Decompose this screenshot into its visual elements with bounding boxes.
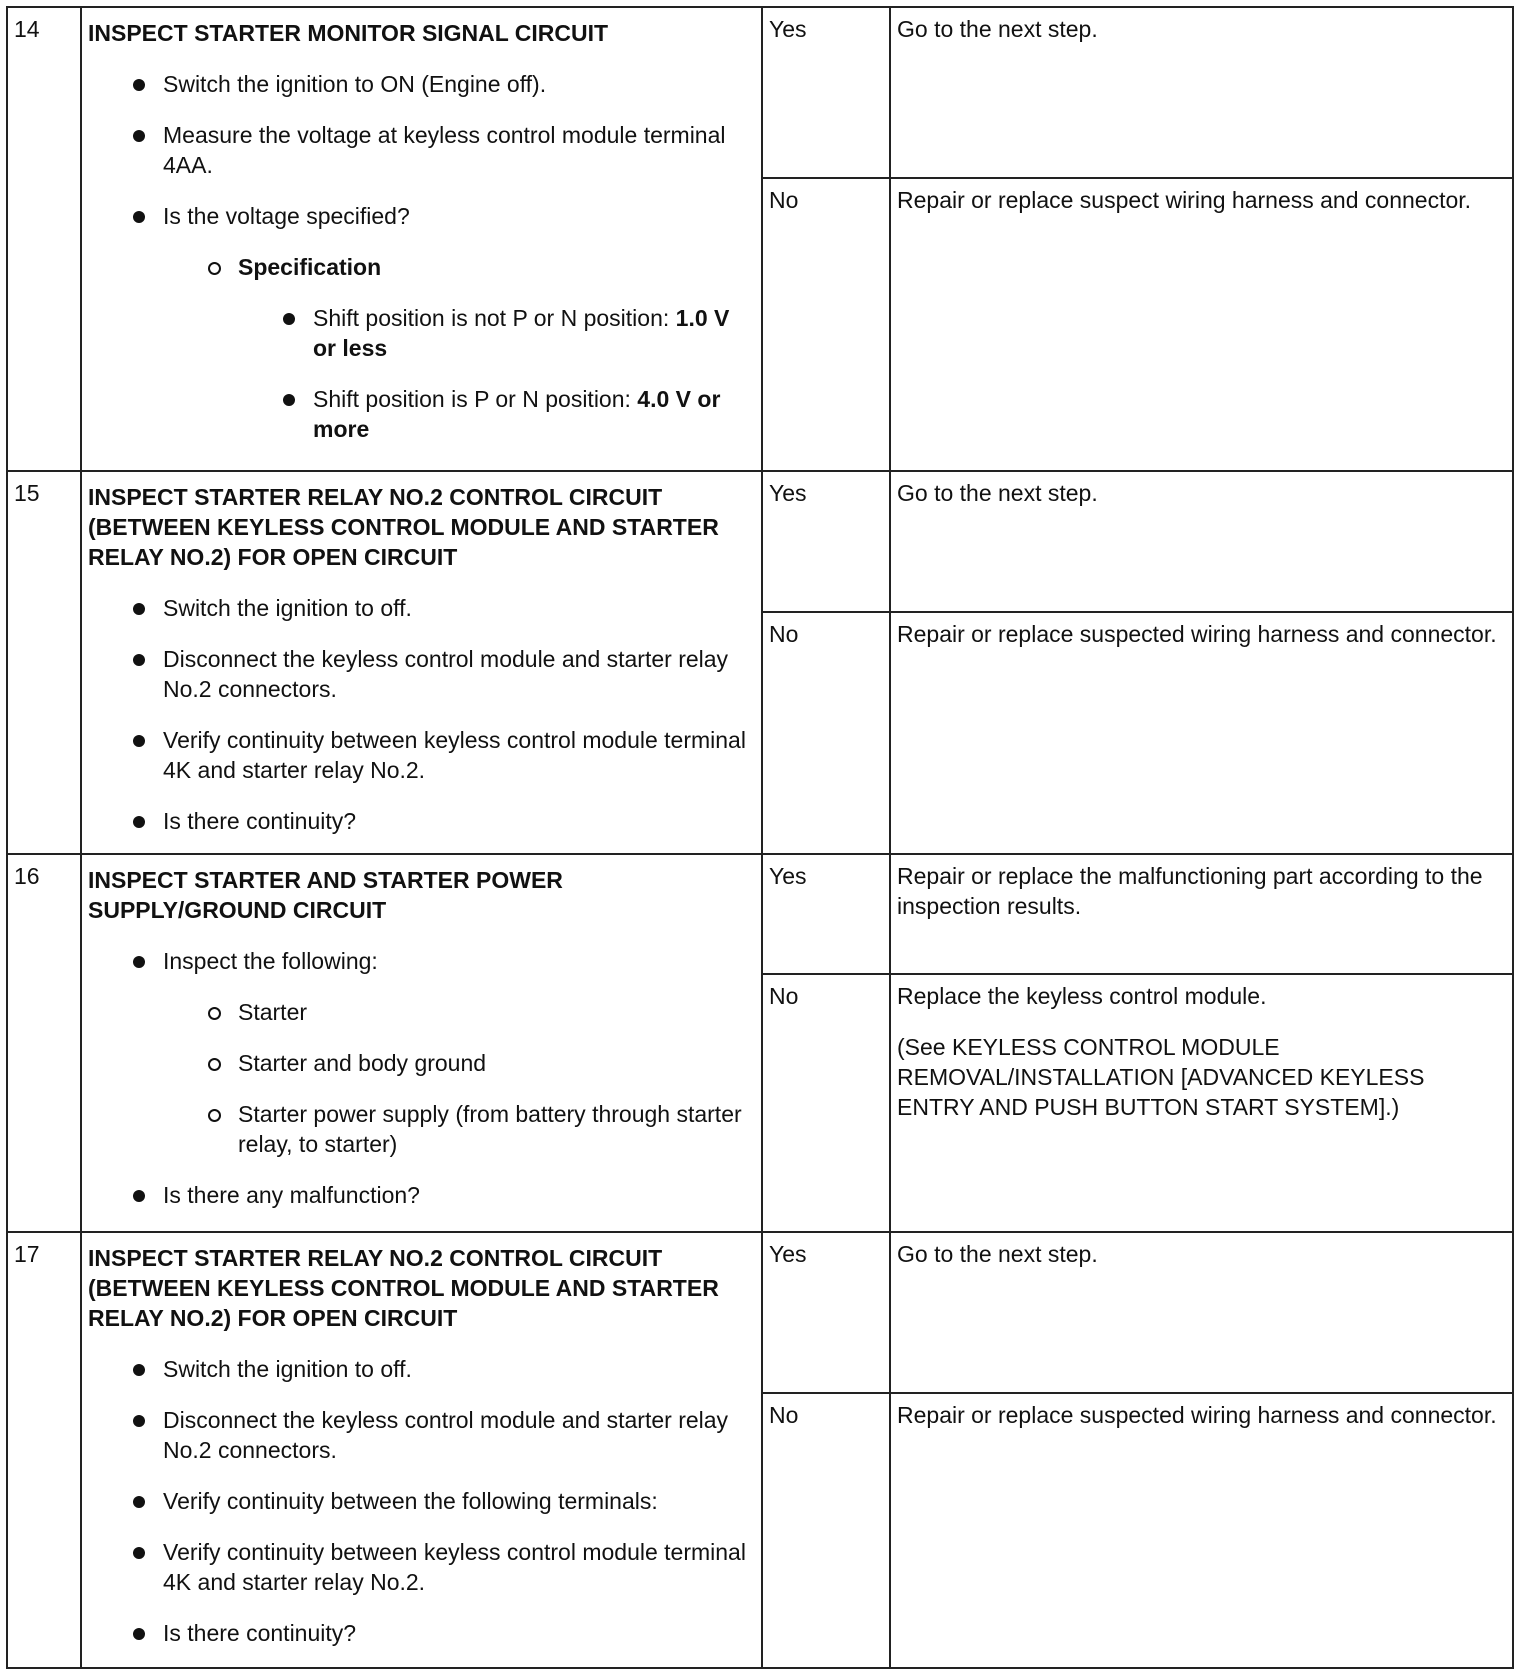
step-14-inspection xyxy=(81,7,762,471)
sub-list xyxy=(88,997,755,1159)
bullet-dot-icon xyxy=(133,603,145,615)
list-item: Switch the ignition to ON (Engine off). xyxy=(88,69,755,99)
action-yes: Go to the next step. xyxy=(890,1232,1513,1393)
list-item: Starter and body ground xyxy=(163,1048,755,1078)
action-yes: Go to the next step. xyxy=(890,7,1513,178)
bullet-dot-icon xyxy=(133,654,145,666)
list-item: Disconnect the keyless control module and starter relay No.2 connectors. xyxy=(88,1405,755,1465)
step-number: 16 xyxy=(7,854,81,1232)
step-number: 15 xyxy=(7,471,81,854)
diagnostic-procedure-sheet xyxy=(6,6,1512,1662)
list-item: Shift position is not P or N position: 1.0 V or less xyxy=(238,303,755,363)
list-item: Verify continuity between the following terminals: xyxy=(88,1486,755,1516)
bullet-dot-icon xyxy=(283,394,295,406)
list-item: Switch the ignition to off. xyxy=(88,593,755,623)
spec-value: 1.0 V or less xyxy=(313,305,730,361)
step-14-yes-row xyxy=(7,7,1513,178)
result-no: No xyxy=(762,1393,890,1668)
bullet-dot-icon xyxy=(133,1496,145,1508)
list-item: Is there continuity? xyxy=(88,806,755,836)
bullet-ring-icon xyxy=(208,1007,221,1020)
result-no: No xyxy=(762,178,890,471)
bullet-ring-icon xyxy=(208,1109,221,1122)
step-title: INSPECT STARTER RELAY NO.2 CONTROL CIRCUIT (BETWEEN KEYLESS CONTROL MODULE AND STARTER RELAY NO.2) FOR OPEN CIRCUIT xyxy=(88,484,719,570)
action-yes: Go to the next step. xyxy=(890,471,1513,612)
step-title: INSPECT STARTER AND STARTER POWER SUPPLY/GROUND CIRCUIT xyxy=(88,867,563,923)
bullet-dot-icon xyxy=(133,1364,145,1376)
step-items xyxy=(88,593,755,836)
specification-label: Specification xyxy=(238,254,382,280)
bullet-dot-icon xyxy=(133,130,145,142)
list-item: Shift position is P or N position: 4.0 V or more xyxy=(238,384,755,444)
action-no xyxy=(890,974,1513,1232)
step-number: 17 xyxy=(7,1232,81,1668)
bullet-ring-icon xyxy=(208,1058,221,1071)
bullet-dot-icon xyxy=(133,211,145,223)
step-number: 14 xyxy=(7,7,81,471)
result-yes: Yes xyxy=(762,471,890,612)
bullet-dot-icon xyxy=(133,1547,145,1559)
diagnostic-table xyxy=(6,6,1514,1669)
step-items xyxy=(88,1354,755,1648)
step-15-yes-row xyxy=(7,471,1513,612)
step-title: INSPECT STARTER RELAY NO.2 CONTROL CIRCUIT (BETWEEN KEYLESS CONTROL MODULE AND STARTER RELAY NO.2) FOR OPEN CIRCUIT xyxy=(88,1245,719,1331)
list-item: Starter power supply (from battery through starter relay, to starter) xyxy=(163,1099,755,1159)
result-yes: Yes xyxy=(762,1232,890,1393)
list-item: Verify continuity between keyless control module terminal 4K and starter relay No.2. xyxy=(88,1537,755,1597)
list-item: Starter xyxy=(163,997,755,1027)
step-16-yes-row xyxy=(7,854,1513,974)
action-no: Repair or replace suspected wiring harness and connector. xyxy=(890,612,1513,854)
reference-link[interactable]: (See KEYLESS CONTROL MODULE REMOVAL/INSTALLATION [ADVANCED KEYLESS ENTRY AND PUSH BUTTON START SYSTEM].) xyxy=(897,1034,1425,1120)
bullet-ring-icon xyxy=(208,262,221,275)
list-item xyxy=(163,252,755,444)
list-item: Is there continuity? xyxy=(88,1618,755,1648)
bullet-dot-icon xyxy=(133,735,145,747)
list-item: Measure the voltage at keyless control module terminal 4AA. xyxy=(88,120,755,180)
action-yes: Repair or replace the malfunctioning part according to the inspection results. xyxy=(890,854,1513,974)
list-item: Is the voltage specified? Specification Shift position is not P or N position: 1.0 V or less Shift position is P or N position: 4.0 V or more xyxy=(88,201,755,444)
action-no: Repair or replace suspect wiring harness and connector. xyxy=(890,178,1513,471)
sub-list xyxy=(88,252,755,444)
result-no: No xyxy=(762,612,890,854)
spec-value: 4.0 V or more xyxy=(313,386,721,442)
step-title: INSPECT STARTER MONITOR SIGNAL CIRCUIT xyxy=(88,20,609,46)
result-no: No xyxy=(762,974,890,1232)
step-15-inspection xyxy=(81,471,762,854)
step-items xyxy=(88,69,755,444)
action-text: Replace the keyless control module. xyxy=(897,983,1267,1009)
bullet-dot-icon xyxy=(283,313,295,325)
step-17-inspection xyxy=(81,1232,762,1668)
bullet-dot-icon xyxy=(133,956,145,968)
action-no: Repair or replace suspected wiring harness and connector. xyxy=(890,1393,1513,1668)
step-items xyxy=(88,946,755,1210)
result-yes: Yes xyxy=(762,7,890,178)
list-item: Disconnect the keyless control module and starter relay No.2 connectors. xyxy=(88,644,755,704)
bullet-dot-icon xyxy=(133,1190,145,1202)
bullet-dot-icon xyxy=(133,816,145,828)
step-17-yes-row xyxy=(7,1232,1513,1393)
bullet-dot-icon xyxy=(133,1415,145,1427)
list-item: Is there any malfunction? xyxy=(88,1180,755,1210)
list-item: Verify continuity between keyless control module terminal 4K and starter relay No.2. xyxy=(88,725,755,785)
list-item: Inspect the following: Starter Starter and body ground Starter power supply (from battery through starter relay, to starter) xyxy=(88,946,755,1159)
step-16-inspection xyxy=(81,854,762,1232)
bullet-dot-icon xyxy=(133,1628,145,1640)
sub-sub-list xyxy=(163,303,755,444)
result-yes: Yes xyxy=(762,854,890,974)
bullet-dot-icon xyxy=(133,79,145,91)
list-item: Switch the ignition to off. xyxy=(88,1354,755,1384)
